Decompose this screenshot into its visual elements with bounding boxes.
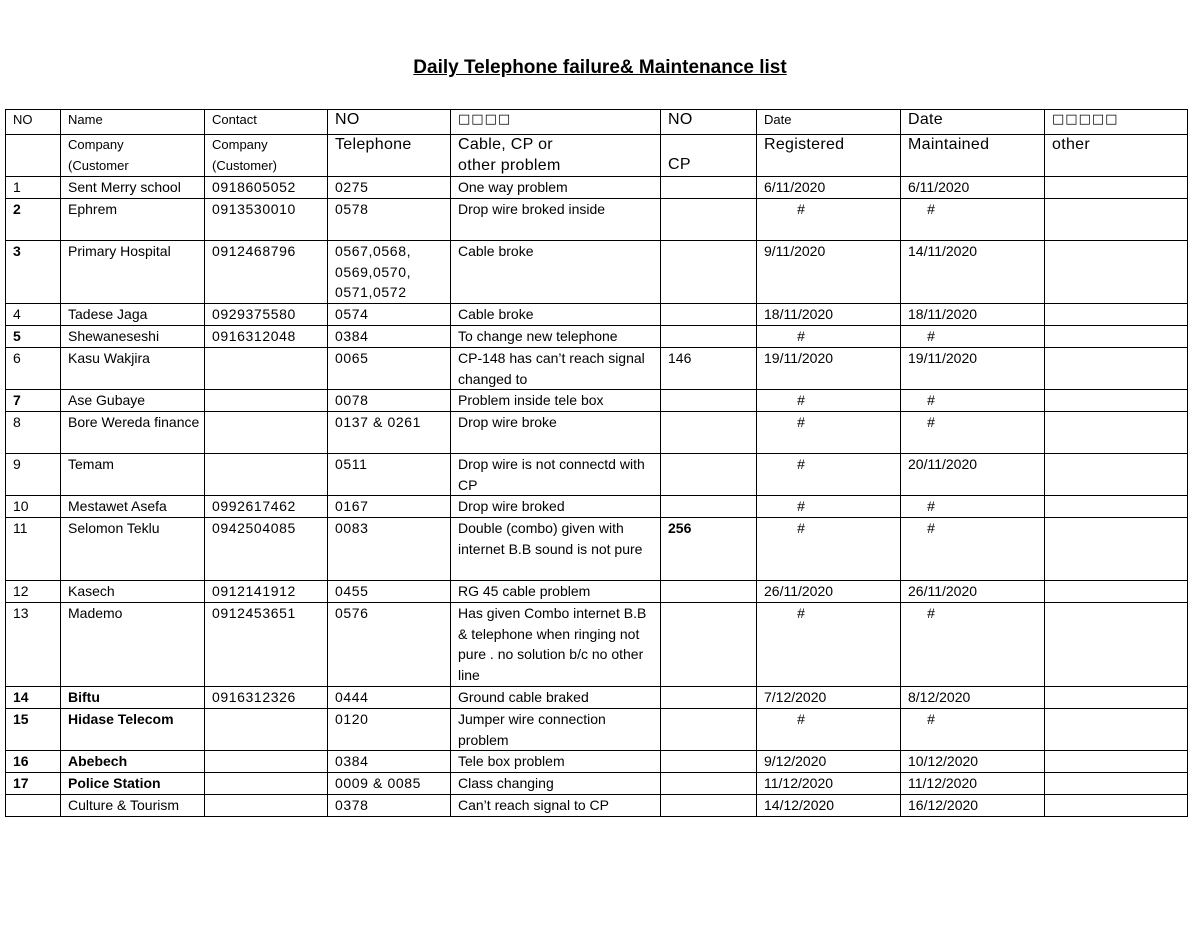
row-name: Abebech bbox=[61, 751, 205, 773]
row-problem: Has given Combo internet B.B & telephone when ringing not pure . no solution b/c no other line bbox=[451, 603, 661, 687]
row-name: Shewaneseshi bbox=[61, 326, 205, 348]
row-name: Biftu bbox=[61, 687, 205, 709]
row-problem: Double (combo) given with internet B.B sound is not pure bbox=[451, 518, 661, 581]
header-row-2 bbox=[6, 135, 1188, 177]
table-row bbox=[6, 795, 1188, 817]
row-cp bbox=[661, 581, 757, 603]
row-name: Police Station bbox=[61, 773, 205, 795]
row-problem: Cable broke bbox=[451, 241, 661, 304]
row-other bbox=[1045, 199, 1188, 241]
row-contact: 0929375580 bbox=[205, 304, 328, 326]
row-problem: Drop wire broked bbox=[451, 496, 661, 518]
row-registered: # bbox=[757, 454, 901, 496]
row-no: 10 bbox=[6, 496, 61, 518]
row-cp bbox=[661, 795, 757, 817]
header-date-registered: Date bbox=[757, 110, 901, 135]
row-cp bbox=[661, 603, 757, 687]
row-registered: 7/12/2020 bbox=[757, 687, 901, 709]
row-registered: # bbox=[757, 518, 901, 581]
row-name: Temam bbox=[61, 454, 205, 496]
row-registered: 9/12/2020 bbox=[757, 751, 901, 773]
row-maintained: # bbox=[901, 603, 1045, 687]
row-registered: 26/11/2020 bbox=[757, 581, 901, 603]
row-telephone: 0120 bbox=[328, 709, 451, 751]
row-contact: 0942504085 bbox=[205, 518, 328, 581]
row-problem: Class changing bbox=[451, 773, 661, 795]
row-registered: 14/12/2020 bbox=[757, 795, 901, 817]
row-name: Ase Gubaye bbox=[61, 390, 205, 412]
row-maintained: 20/11/2020 bbox=[901, 454, 1045, 496]
row-maintained: 19/11/2020 bbox=[901, 348, 1045, 390]
table-row bbox=[6, 773, 1188, 795]
row-telephone: 0137 & 0261 bbox=[328, 412, 451, 454]
row-cp bbox=[661, 454, 757, 496]
row-contact: 0912468796 bbox=[205, 241, 328, 304]
header2-name-line1: Company bbox=[68, 137, 124, 152]
table-row bbox=[6, 454, 1188, 496]
row-no: 11 bbox=[6, 518, 61, 581]
header2-contact-line1: Company bbox=[212, 137, 268, 152]
row-telephone: 0078 bbox=[328, 390, 451, 412]
row-contact: 0913530010 bbox=[205, 199, 328, 241]
table-row bbox=[6, 751, 1188, 773]
row-maintained: # bbox=[901, 709, 1045, 751]
row-no: 4 bbox=[6, 304, 61, 326]
row-no: 9 bbox=[6, 454, 61, 496]
row-no: 8 bbox=[6, 412, 61, 454]
row-contact bbox=[205, 454, 328, 496]
row-registered: # bbox=[757, 390, 901, 412]
row-contact: 0916312326 bbox=[205, 687, 328, 709]
row-telephone: 0009 & 0085 bbox=[328, 773, 451, 795]
maintenance-table bbox=[5, 109, 1188, 817]
row-telephone: 0167 bbox=[328, 496, 451, 518]
row-telephone: 0455 bbox=[328, 581, 451, 603]
row-cp bbox=[661, 773, 757, 795]
row-no: 17 bbox=[6, 773, 61, 795]
header2-cp-label: CP bbox=[668, 156, 691, 173]
table-row bbox=[6, 304, 1188, 326]
table-row bbox=[6, 518, 1188, 581]
row-problem: Can’t reach signal to CP bbox=[451, 795, 661, 817]
row-problem: One way problem bbox=[451, 177, 661, 199]
row-name: Culture & Tourism bbox=[61, 795, 205, 817]
row-no: 13 bbox=[6, 603, 61, 687]
row-other bbox=[1045, 518, 1188, 581]
row-contact: 0916312048 bbox=[205, 326, 328, 348]
header2-cp bbox=[661, 135, 757, 177]
row-problem: Drop wire is not connectd with CP bbox=[451, 454, 661, 496]
row-other bbox=[1045, 496, 1188, 518]
row-no: 5 bbox=[6, 326, 61, 348]
row-registered: 11/12/2020 bbox=[757, 773, 901, 795]
row-contact bbox=[205, 412, 328, 454]
row-name: Mestawet Asefa bbox=[61, 496, 205, 518]
table-body bbox=[6, 110, 1188, 817]
row-registered: 9/11/2020 bbox=[757, 241, 901, 304]
row-cp bbox=[661, 390, 757, 412]
row-cp bbox=[661, 687, 757, 709]
row-no: 16 bbox=[6, 751, 61, 773]
row-other bbox=[1045, 709, 1188, 751]
row-no: 1 bbox=[6, 177, 61, 199]
row-contact bbox=[205, 348, 328, 390]
row-name: Sent Merry school bbox=[61, 177, 205, 199]
row-contact bbox=[205, 795, 328, 817]
header-row-1 bbox=[6, 110, 1188, 135]
table-row bbox=[6, 412, 1188, 454]
row-name: Bore Wereda finance bbox=[61, 412, 205, 454]
row-problem: Problem inside tele box bbox=[451, 390, 661, 412]
row-problem: Jumper wire connection problem bbox=[451, 709, 661, 751]
table-row bbox=[6, 241, 1188, 304]
row-other bbox=[1045, 390, 1188, 412]
row-telephone: 0083 bbox=[328, 518, 451, 581]
row-registered: # bbox=[757, 326, 901, 348]
row-registered: # bbox=[757, 603, 901, 687]
header-name: Name bbox=[61, 110, 205, 135]
row-maintained: 10/12/2020 bbox=[901, 751, 1045, 773]
header2-problem-line1: Cable, CP or bbox=[458, 136, 553, 153]
row-cp bbox=[661, 751, 757, 773]
row-maintained: 14/11/2020 bbox=[901, 241, 1045, 304]
table-row bbox=[6, 687, 1188, 709]
row-problem: Ground cable braked bbox=[451, 687, 661, 709]
row-contact: 0912453651 bbox=[205, 603, 328, 687]
row-problem: Drop wire broke bbox=[451, 412, 661, 454]
row-problem: CP-148 has can’t reach signal changed to bbox=[451, 348, 661, 390]
row-no: 15 bbox=[6, 709, 61, 751]
header2-maintained: Maintained bbox=[901, 135, 1045, 177]
row-maintained: # bbox=[901, 518, 1045, 581]
row-no: 12 bbox=[6, 581, 61, 603]
row-cp bbox=[661, 241, 757, 304]
row-contact bbox=[205, 751, 328, 773]
row-contact bbox=[205, 390, 328, 412]
row-other bbox=[1045, 304, 1188, 326]
row-registered: # bbox=[757, 709, 901, 751]
table-row bbox=[6, 496, 1188, 518]
row-name: Primary Hospital bbox=[61, 241, 205, 304]
row-telephone: 0511 bbox=[328, 454, 451, 496]
row-problem: Drop wire broked inside bbox=[451, 199, 661, 241]
header2-no bbox=[6, 135, 61, 177]
row-problem: RG 45 cable problem bbox=[451, 581, 661, 603]
row-maintained: # bbox=[901, 496, 1045, 518]
row-registered: # bbox=[757, 199, 901, 241]
row-no: 6 bbox=[6, 348, 61, 390]
row-cp bbox=[661, 177, 757, 199]
header-other-placeholder: □□□□□ bbox=[1045, 110, 1188, 135]
header2-problem bbox=[451, 135, 661, 177]
row-contact: 0918605052 bbox=[205, 177, 328, 199]
row-no bbox=[6, 795, 61, 817]
row-maintained: 18/11/2020 bbox=[901, 304, 1045, 326]
row-telephone: 0275 bbox=[328, 177, 451, 199]
row-telephone: 0384 bbox=[328, 751, 451, 773]
header2-telephone: Telephone bbox=[328, 135, 451, 177]
row-telephone: 0567,0568, 0569,0570, 0571,0572 bbox=[328, 241, 451, 304]
row-cp bbox=[661, 709, 757, 751]
row-cp: 146 bbox=[661, 348, 757, 390]
table-row bbox=[6, 603, 1188, 687]
row-registered: # bbox=[757, 412, 901, 454]
row-cp bbox=[661, 304, 757, 326]
row-no: 14 bbox=[6, 687, 61, 709]
row-telephone: 0444 bbox=[328, 687, 451, 709]
row-no: 3 bbox=[6, 241, 61, 304]
row-name: Mademo bbox=[61, 603, 205, 687]
row-contact bbox=[205, 709, 328, 751]
row-name: Tadese Jaga bbox=[61, 304, 205, 326]
row-cp bbox=[661, 199, 757, 241]
row-telephone: 0378 bbox=[328, 795, 451, 817]
row-problem: To change new telephone bbox=[451, 326, 661, 348]
table-row bbox=[6, 581, 1188, 603]
header-contact: Contact bbox=[205, 110, 328, 135]
row-maintained: # bbox=[901, 199, 1045, 241]
row-contact bbox=[205, 773, 328, 795]
row-maintained: # bbox=[901, 326, 1045, 348]
row-no: 7 bbox=[6, 390, 61, 412]
row-name: Selomon Teklu bbox=[61, 518, 205, 581]
header-telephone-no: NO bbox=[328, 110, 451, 135]
row-other bbox=[1045, 603, 1188, 687]
row-maintained: # bbox=[901, 390, 1045, 412]
header-problem-placeholder: □□□□ bbox=[451, 110, 661, 135]
row-cp: 256 bbox=[661, 518, 757, 581]
row-maintained: 16/12/2020 bbox=[901, 795, 1045, 817]
header-date-maintained: Date bbox=[901, 110, 1045, 135]
table-row bbox=[6, 326, 1188, 348]
row-other bbox=[1045, 241, 1188, 304]
row-registered: 6/11/2020 bbox=[757, 177, 901, 199]
row-other bbox=[1045, 348, 1188, 390]
row-name: Hidase Telecom bbox=[61, 709, 205, 751]
header2-name bbox=[61, 135, 205, 177]
row-cp bbox=[661, 326, 757, 348]
row-other bbox=[1045, 751, 1188, 773]
header2-other: other bbox=[1045, 135, 1188, 177]
header2-contact-line2: (Customer) bbox=[212, 157, 278, 173]
row-other bbox=[1045, 687, 1188, 709]
table-row bbox=[6, 177, 1188, 199]
row-cp bbox=[661, 496, 757, 518]
row-registered: # bbox=[757, 496, 901, 518]
row-maintained: 6/11/2020 bbox=[901, 177, 1045, 199]
table-row bbox=[6, 199, 1188, 241]
page-title: Daily Telephone failure& Maintenance list bbox=[413, 57, 787, 78]
row-maintained: 26/11/2020 bbox=[901, 581, 1045, 603]
row-telephone: 0578 bbox=[328, 199, 451, 241]
row-registered: 19/11/2020 bbox=[757, 348, 901, 390]
row-registered: 18/11/2020 bbox=[757, 304, 901, 326]
row-other bbox=[1045, 412, 1188, 454]
row-telephone: 0065 bbox=[328, 348, 451, 390]
row-maintained: 11/12/2020 bbox=[901, 773, 1045, 795]
row-problem: Cable broke bbox=[451, 304, 661, 326]
row-other bbox=[1045, 773, 1188, 795]
header-cp-no: NO bbox=[661, 110, 757, 135]
row-telephone: 0574 bbox=[328, 304, 451, 326]
row-other bbox=[1045, 326, 1188, 348]
row-name: Ephrem bbox=[61, 199, 205, 241]
row-no: 2 bbox=[6, 199, 61, 241]
row-contact: 0912141912 bbox=[205, 581, 328, 603]
row-telephone: 0384 bbox=[328, 326, 451, 348]
row-contact: 0992617462 bbox=[205, 496, 328, 518]
row-other bbox=[1045, 795, 1188, 817]
header2-contact bbox=[205, 135, 328, 177]
row-telephone: 0576 bbox=[328, 603, 451, 687]
table-row bbox=[6, 348, 1188, 390]
row-name: Kasu Wakjira bbox=[61, 348, 205, 390]
table-row bbox=[6, 709, 1188, 751]
row-maintained: 8/12/2020 bbox=[901, 687, 1045, 709]
header2-problem-line2: other problem bbox=[458, 156, 561, 174]
row-other bbox=[1045, 581, 1188, 603]
row-other bbox=[1045, 454, 1188, 496]
row-problem: Tele box problem bbox=[451, 751, 661, 773]
row-other bbox=[1045, 177, 1188, 199]
row-name: Kasech bbox=[61, 581, 205, 603]
row-maintained: # bbox=[901, 412, 1045, 454]
header2-registered: Registered bbox=[757, 135, 901, 177]
header2-name-line2: (Customer bbox=[68, 157, 129, 173]
row-cp bbox=[661, 412, 757, 454]
header-no: NO bbox=[6, 110, 61, 135]
table-row bbox=[6, 390, 1188, 412]
